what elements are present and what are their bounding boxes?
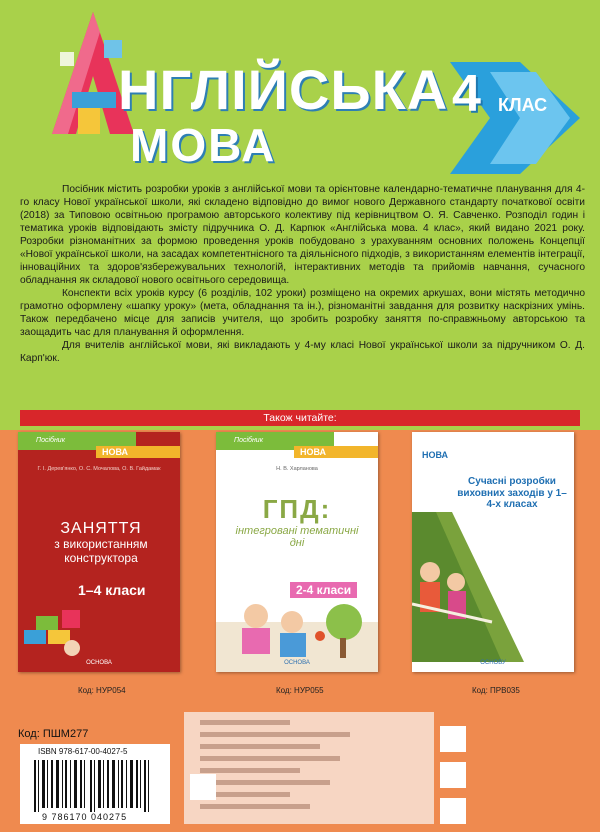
publisher-logo: ОСНОВА [284,660,310,666]
book-code-1: Код: НУР054 [78,686,126,695]
book-authors: Г. І. Дерев'янко, О. С. Мочалова, О. В. Гайдамак [37,466,161,472]
isbn-label: ISBN 978-617-00-4027-5 [38,747,128,756]
qr-code-icon [440,798,466,824]
book-title-line: з використанням [54,537,148,552]
book-authors: Н. В. Харланова [276,466,318,472]
nova-tag: НОВА [294,446,378,458]
barcode-digits: 9 786170 040275 [42,812,128,822]
book-title-line: ГПД: [262,494,332,524]
publisher-info-blurred [184,712,434,824]
description-paragraph: Конспекти всіх уроків курсу (6 розділів, 102 уроки) розміщено на окремих аркушах, вони містять методично грамотно оформлену «шапку уроку» (мета, обладнання та ін.), різноманітні завдання для розвитку наскрізних умінь. Також передбачено місце для записів учителя, що зробить розробку заняття по-справжньому авторською та заощадить час для планування й оформлення. [20,288,585,338]
grades-label: 1–4 класи [78,582,146,598]
book-title-line: конструктора [64,551,138,566]
qr-code-icon [440,726,466,752]
book-title: Сучасні розробки виховних заходів у 1–4-х класах [457,476,567,510]
book-code-3: Код: ПРВ035 [472,686,520,695]
description-paragraph: Посібник містить розробки уроків з англійської мови та орієнтовне календарно-тематичне планування для 4-го класу Нової української школи, які складено відповідно до вимог нового Державного стандарту початкової освіти (2018) за Типовою освітньою програмою авторського колективу під керівництвом О. Я. Савченко. Розподіл годин і тематика уроків відповідають змісту підручника О. Д. Карпюк «Англійська мова. 4 клас», який видано 2021 року. Розробки різноманітних за формою проведення уроків побудовано з урахуванням основних положень Концепції «Нової української школи, на засадах компетентнісного та діяльнісного підходів, з використанням елементів інтеграції, інноваційних та здоров'язбережувальних технологій, інтерактивних методів та прийомів навчання, сучасного обладнання як складової нового освітнього середовища. [20,184,585,286]
related-book-cover-3[interactable] [412,432,574,672]
book-title-line: ЗАНЯТТЯ [60,520,142,537]
qr-code-icon [440,762,466,788]
book-title-line: інтегровані тематичні дні [235,525,359,549]
book-code-2: Код: НУР055 [276,686,324,695]
related-book-cover-1[interactable] [18,432,180,672]
kids-tug-of-war-photo [412,512,574,662]
grade-word: КЛАС [498,95,548,115]
book-title [234,494,360,549]
description-paragraph: Для вчителів англійської мови, які викладають у 4-му класі Нової української школи за підручником О. Д. Карп'юк. [20,340,585,364]
publisher-logo: ОСНОВУ [480,660,506,666]
grade-number: 4 [452,65,481,123]
barcode-icon [34,760,156,812]
nova-tag: НОВА [422,450,449,460]
product-code: Код: ПШМ277 [18,728,89,740]
book-description [20,183,585,365]
series-tag: Посібник [216,432,334,450]
book-title [26,520,176,566]
book-title-line2: МОВА [130,119,277,171]
related-book-cover-2[interactable] [216,432,378,672]
construction-blocks-illustration [22,600,92,660]
blurred-text-block [184,712,434,824]
grades-label: 2-4 класи [290,582,357,598]
series-tag: Посібник [18,432,136,450]
qr-code-icon [190,774,216,800]
publisher-logo: ОСНОВА [86,660,112,666]
also-read-banner: Також читайте: [20,410,580,426]
nova-tag: НОВА [96,446,180,458]
book-title-line1: НГЛІЙСЬКА [118,58,449,121]
